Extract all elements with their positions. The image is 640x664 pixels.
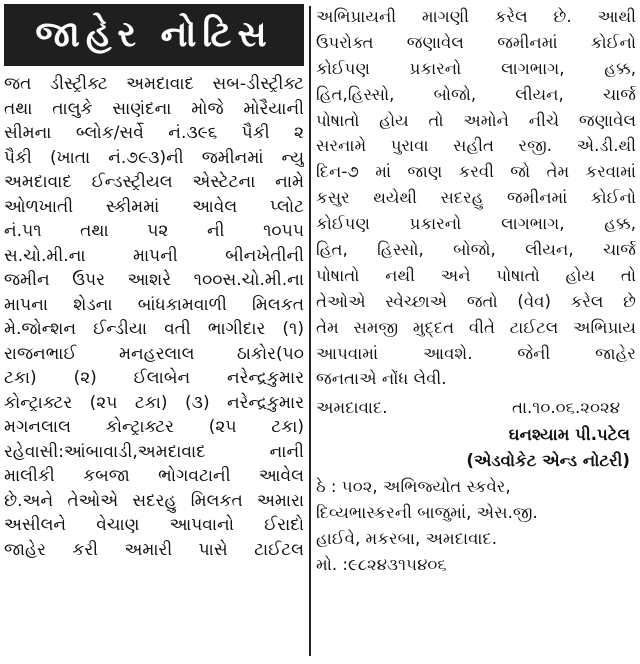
text-line: પોષાતો નથી અને પોષાતો હોય તો	[316, 265, 636, 285]
text-line: જનતાએ નોંધ લેવી.	[316, 369, 447, 389]
text-line: અસીલને વેચાણ આપવાનો ઈરાદો	[4, 515, 304, 535]
notice-title: જાહેર નોટિસ	[4, 4, 304, 66]
column-divider	[309, 6, 311, 656]
text-line: મગનલાલ કોન્ટ્રાક્ટર (૨૫ ટકા)	[4, 417, 304, 437]
text-line: હિત, હિસ્સો, બોજો, લીયન, ચાર્જ	[316, 240, 636, 260]
text-line: તેઓએ સ્વેચ્છાએ જતો (વેવ) કરેલ છે	[316, 291, 636, 311]
text-line: ઠે : ૫૦૨, અભિજ્યોત સ્કવેર,	[316, 477, 511, 497]
text-line: માલીકી કબજા ભોગવટાની આવેલ	[4, 466, 304, 486]
place-date-row	[316, 394, 636, 422]
left-column	[4, 4, 304, 660]
text-line: છે.અને તેઓએ સદરહુ મિલકત અમારા	[4, 490, 304, 511]
signature-block	[316, 394, 636, 578]
mobile-number: મો. :૯૮૨૪૩૧૫૪૦૬	[316, 555, 447, 575]
date: તા.૧૦.૦૬.૨૦૨૪	[511, 398, 620, 418]
text-line: કોન્ટ્રાક્ટર (૨૫ ટકા) (૩) નરેન્દ્રકુમાર	[4, 392, 304, 413]
text-line: અમદાવાદ ઈન્ડસ્ટ્રીયલ એસ્ટેટના નામે	[4, 172, 304, 192]
text-line: માપના શેડના બાંધકામવાળી મિલકત	[4, 294, 304, 315]
text-line: દિન-૭ માં જાણ કરવી જો તેમ કરવામાં	[316, 162, 636, 182]
left-body-text	[4, 72, 304, 562]
text-line: રાજનભાઈ મનહરલાલ ઠાકોર(૫૦	[4, 343, 304, 364]
text-line: મે.જોન્શન ઈન્ડીયા વતી ભાગીદાર (૧)	[4, 319, 304, 339]
text-line: જમીન ઉપર આશરે ૧૦૦સ.ચો.મી.ના	[4, 270, 304, 290]
text-line: દિવ્યભાસ્કરની બાજુમાં, એસ.જી.	[316, 503, 538, 523]
text-line: હાઈવે, મકરબા, અમદાવાદ.	[316, 529, 498, 549]
signatory-name: ઘનશ્યામ પી.પટેલ	[508, 425, 630, 445]
text-line: નં.૫૧ તથા ૫૨ ની ૧૦૫૫	[4, 221, 304, 241]
text-line: તેમ સમજી મુદ્દત વીતે ટાઈટલ અભિપ્રાય	[316, 317, 636, 337]
right-column	[316, 4, 636, 660]
text-line: રહેવાસી:આંબાવાડી,અમદાવાદ નાની	[4, 441, 304, 462]
text-line: પોષાતો હોય તો અમોને નીચે જણાવેલ	[316, 110, 636, 130]
text-line: પૈકી (ખાતા નં.૭૯૩)ની જમીનમાં ન્યુ	[4, 147, 304, 168]
text-line: કોઈપણ પ્રકારનો લાગભાગ, હક્ક,	[316, 214, 636, 234]
signatory-role: (એડવોકેટ એન્ડ નોટરી)	[466, 451, 630, 471]
text-line: કસુર થયેથી સદરહુ જમીનમાં કોઈનો	[316, 188, 636, 208]
text-line: સીમના બ્લોક/સર્વે નં.૩૯૬ પૈકી ૨	[4, 123, 304, 143]
text-line: જત ડીસ્ટ્રીક્ટ અમદાવાદ સબ-ડીસ્ટ્રીક્ટ	[4, 74, 304, 94]
text-line: ટકા) (૨) ઈલાબેન નરેન્દ્રકુમાર	[4, 368, 304, 388]
text-line: કોઈપણ પ્રકારનો લાગભાગ, હક્ક,	[316, 58, 636, 78]
text-line: હિત,હિસ્સો, બોજો, લીયન, ચાર્જ	[316, 84, 636, 104]
right-body-text	[316, 4, 636, 392]
text-line: ઓળખાતી સ્કીમમાં આવેલ પ્લોટ	[4, 196, 304, 217]
text-line: આપવામાં આવશે. જેની જાહેર	[316, 343, 636, 363]
text-line: ઉપરોક્ત જણાવેલ જમીનમાં કોઈનો	[316, 32, 636, 52]
text-line: સ.ચો.મી.ના માપની બીનખેતીની	[4, 245, 304, 266]
text-line: અભિપ્રાયની માગણી કરેલ છે. આથી	[316, 7, 636, 26]
text-line: સરનામે પુરાવા સહીત રજી. એ.ડી.થી	[316, 136, 636, 156]
text-line: તથા તાલુકે સાણંદના મોજે મોરૈયાની	[4, 98, 304, 119]
address	[316, 474, 636, 552]
place: અમદાવાદ.	[316, 398, 388, 418]
text-line: જાહેર કરી અમારી પાસે ટાઈટલ	[4, 539, 304, 560]
